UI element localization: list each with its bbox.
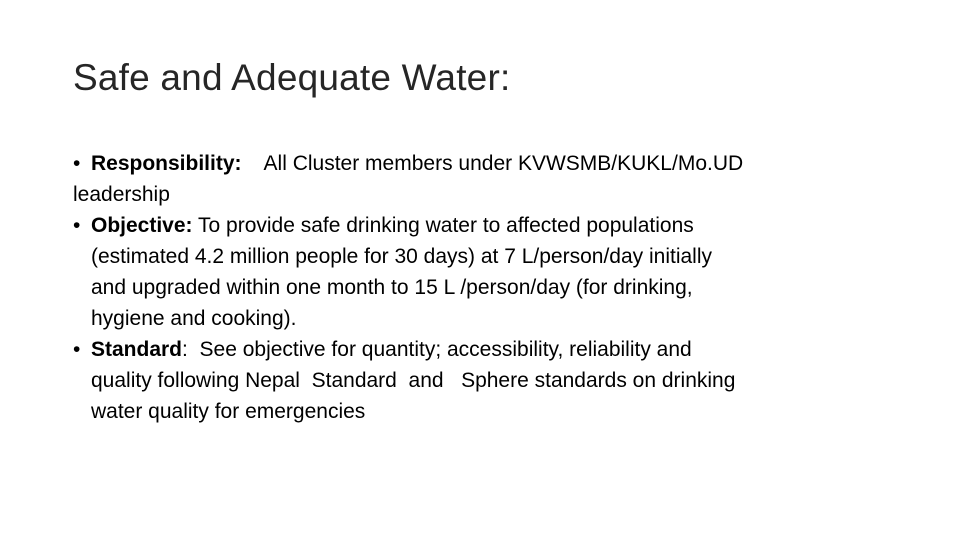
- bullet-label: Objective:: [91, 214, 193, 237]
- bullet-body: [91, 334, 893, 365]
- bullet-body: [91, 210, 893, 241]
- bullet-text-line: : See objective for quantity; accessibility, reliability and: [182, 338, 692, 361]
- bullet-label: Responsibility:: [91, 152, 242, 175]
- bullet-text-line: (estimated 4.2 million people for 30 days) at 7 L/person/day initially: [91, 245, 712, 268]
- bullet-text-line: and upgraded within one month to 15 L /person/day (for drinking,: [91, 276, 693, 299]
- bullet-text-line: water quality for emergencies: [91, 400, 366, 423]
- bullet-standard: [73, 334, 893, 427]
- bullet-responsibility: [73, 148, 893, 210]
- bullet-dot: •: [73, 214, 81, 237]
- bullet-text-line: All Cluster members under KVWSMB/KUKL/Mo.UD: [263, 152, 744, 175]
- bullet-dot: •: [73, 152, 81, 175]
- slide-title: Safe and Adequate Water:: [73, 57, 511, 98]
- bullet-label: Standard: [91, 338, 183, 361]
- bullet-dot: •: [73, 338, 81, 361]
- bullet-objective: [73, 210, 893, 334]
- bullet-text-line: hygiene and cooking).: [91, 307, 297, 330]
- bullet-text-line: quality following Nepal Standard and Sphere standards on drinking: [91, 369, 736, 392]
- bullet-text-line: To provide safe drinking water to affected populations: [192, 214, 694, 237]
- bullet-body: [91, 148, 893, 179]
- bullet-list: [73, 148, 893, 427]
- bullet-text-line: leadership: [73, 183, 170, 206]
